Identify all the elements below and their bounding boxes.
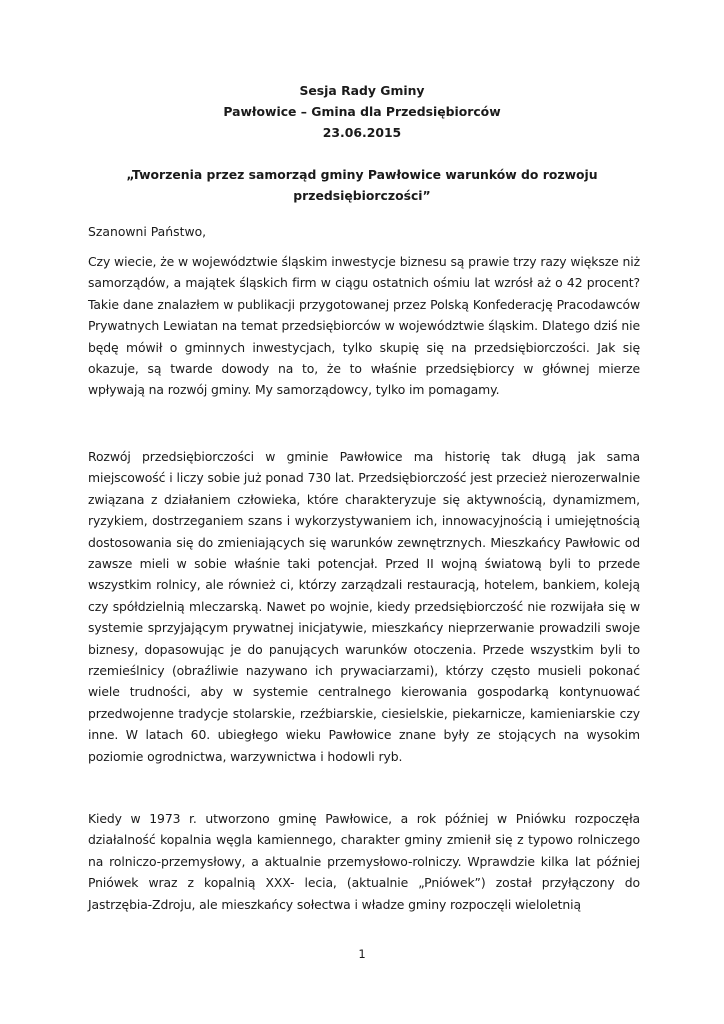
speech-title	[0, 164, 724, 206]
paragraph-3: Kiedy w 1973 r. utworzono gminę Pawłowice, a rok później w Pniówku rozpoczęła działalność kopalnia węgla kamiennego, charakter gminy zmienił się z typowo rolniczego na rolniczo-przemysłowy, a aktualnie przemysłowo-rolniczy. Wprawdzie kilka lat później Pniówek wraz z kopalnią XXX- lecia, (aktualnie „Pniówek”) został przyłączony do Jastrzębia-Zdroju, ale mieszkańcy sołectwa i władze gminy rozpoczęli wieloletnią	[88, 811, 640, 912]
document-header	[0, 80, 724, 143]
paragraph-2: Rozwój przedsiębiorczości w gminie Pawłowice ma historię tak długą jak sama miejscowość i liczy sobie już ponad 730 lat. Przedsiębiorczość jest przecież nierozerwalnie związana z działaniem człowieka, które charakteryzuje się aktywnością, dynamizmem, ryzykiem, dostrzeganiem szans i wykorzystywaniem ich, innowacyjnością i umiejętnością dostosowania się do zmieniających się warunków zewnętrznych. Mieszkańcy Pawłowic od zawsze mieli w sobie właśnie taki potencjał. Przed II wojną światową byli to przede wszystkim rolnicy, ale również ci, którzy zarządzali restauracją, hotelem, bankiem, koleją czy spółdzielnią mleczarską. Nawet po wojnie, kiedy przedsiębiorczość nie rozwijała się w systemie sprzyjającym prywatnej inicjatywie, mieszkańcy nieprzerwanie prowadzili swoje biznesy, dopasowując je do panujących warunków otoczenia. Przede wszystkim byli to rzemieślnicy (obraźliwie nazywano ich prywaciarzami), którzy często musieli pokonać wiele trudności, aby w systemie centralnego kierowania gospodarką kontynuować przedwojenne tradycje stolarskie, rzeźbiarskie, ciesielskie, piekarnicze, kamieniarskie czy inne. W latach 60. ubiegłego wieku Pawłowice znane były ze stojących na wysokim poziomie ogrodnictwa, warzywnictwa i hodowli ryb.	[88, 449, 640, 764]
session-subtitle: Pawłowice – Gmina dla Przedsiębiorców	[223, 104, 501, 119]
speech-title-line-2: przedsiębiorczości”	[293, 188, 431, 203]
session-title: Sesja Rady Gminy	[299, 83, 425, 98]
session-date: 23.06.2015	[322, 125, 402, 140]
greeting: Szanowni Państwo,	[88, 224, 207, 239]
paragraph-1: Czy wiecie, że w województwie śląskim inwestycje biznesu są prawie trzy razy większe niż samorządów, a majątek śląskich firm w ciągu ostatnich ośmiu lat wzrósł aż o 42 procent? Takie dane znalazłem w publikacji przygotowanej przez Polską Konfederację Pracodawców Prywatnych Lewiatan na temat przedsiębiorców w województwie śląskim. Dlatego dziś nie będę mówił o gminnych inwestycjach, tylko skupię się na przedsiębiorczości. Jak się okazuje, są twarde dowody na to, że to właśnie przedsiębiorcy w głównej mierze wpływają na rozwój gminy. My samorządowcy, tylko im pomagamy.	[88, 254, 640, 398]
speech-title-line-1: „Tworzenia przez samorząd gminy Pawłowice warunków do rozwoju	[126, 167, 598, 182]
page-number: 1	[358, 947, 366, 961]
